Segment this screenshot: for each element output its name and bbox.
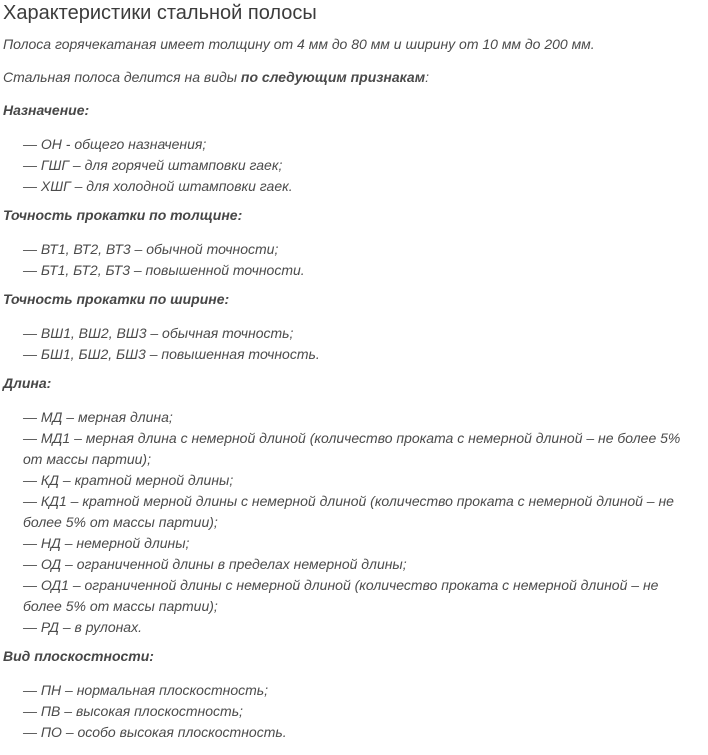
- intro-paragraph-1: Полоса горячекатаная имеет толщину от 4 мм до 80 мм и ширину от 10 мм до 200 мм.: [3, 36, 595, 52]
- list-item: — КД1 – кратной мерной длины с немерной длиной (количество проката с немерной длиной – не более 5% от массы партии);: [23, 493, 674, 530]
- list-item: — ВШ1, ВШ2, ВШ3 – обычная точность;: [23, 325, 294, 341]
- section-list-dlina: [3, 407, 698, 638]
- section-list-naznachenie: [3, 134, 698, 197]
- list-item: — РД – в рулонах.: [23, 619, 142, 635]
- page-title: Характеристики стальной полосы: [3, 2, 317, 24]
- list-item: — ПВ – высокая плоскостность;: [23, 703, 243, 719]
- list-item: — ПН – нормальная плоскостность;: [23, 682, 269, 698]
- list-item: — ОН - общего назначения;: [23, 136, 207, 152]
- intro-paragraph-2: [3, 67, 698, 88]
- section-heading-tochnost-shirina: Точность прокатки по ширине:: [3, 291, 230, 307]
- section-heading-tochnost-tolschina: Точность прокатки по толщине:: [3, 207, 243, 223]
- list-item: — БШ1, БШ2, БШ3 – повышенная точность.: [23, 346, 320, 362]
- list-item: — НД – немерной длины;: [23, 535, 190, 551]
- section-heading-ploskostnost: Вид плоскостности:: [3, 648, 154, 664]
- intro-paragraph-2-suffix: :: [425, 69, 429, 85]
- section-list-tochnost-tolschina: [3, 239, 698, 281]
- section-heading-naznachenie: Назначение:: [3, 102, 90, 118]
- section-heading-dlina: Длина:: [3, 375, 52, 391]
- intro-paragraph-2-prefix: Стальная полоса делится на виды: [3, 69, 241, 85]
- section-list-tochnost-shirina: [3, 323, 698, 365]
- list-item: — ПО – особо высокая плоскостность.: [23, 724, 287, 740]
- section-list-ploskostnost: [3, 680, 698, 743]
- list-item: — ОД – ограниченной длины в пределах немерной длины;: [23, 556, 407, 572]
- list-item: — ГШГ – для горячей штамповки гаек;: [23, 157, 283, 173]
- list-item: — ОД1 – ограниченной длины с немерной длиной (количество проката с немерной длиной – не более 5% от массы партии);: [23, 577, 659, 614]
- list-item: — ВТ1, ВТ2, ВТ3 – обычной точности;: [23, 241, 279, 257]
- intro-paragraph-2-bold: по следующим признакам: [240, 69, 426, 85]
- list-item: — БТ1, БТ2, БТ3 – повышенной точности.: [23, 262, 305, 278]
- article: [3, 2, 698, 743]
- list-item: — МД – мерная длина;: [23, 409, 173, 425]
- list-item: — КД – кратной мерной длины;: [23, 472, 234, 488]
- list-item: — ХШГ – для холодной штамповки гаек.: [23, 178, 293, 194]
- list-item: — МД1 – мерная длина с немерной длиной (количество проката с немерной длиной – не более 5% от массы партии);: [23, 430, 681, 467]
